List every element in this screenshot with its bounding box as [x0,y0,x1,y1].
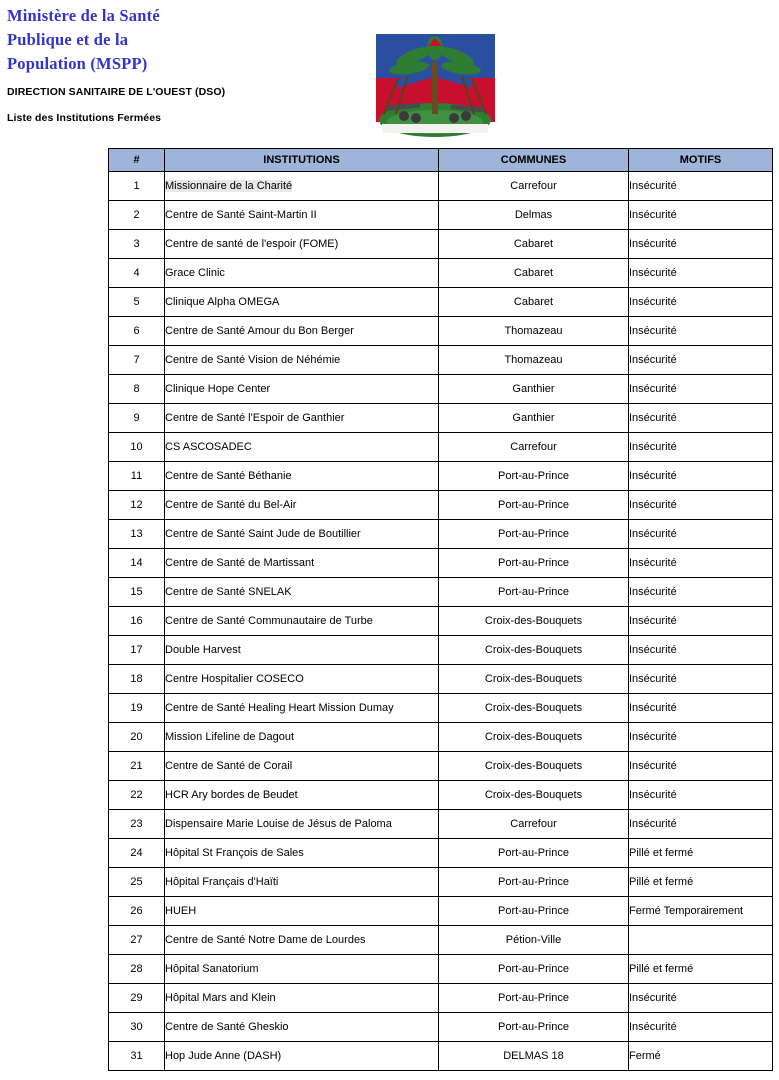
table-row [109,520,773,549]
row-commune: Thomazeau [439,317,629,346]
table-row [109,172,773,201]
table-body [109,172,773,1071]
row-motif: Insécurité [629,462,773,491]
row-institution: Hôpital Mars and Klein [165,984,439,1013]
row-motif: Insécurité [629,230,773,259]
row-commune: Thomazeau [439,346,629,375]
row-institution: Hôpital St François de Sales [165,839,439,868]
table-row [109,288,773,317]
table-row [109,694,773,723]
row-number: 3 [109,230,165,259]
row-institution: Centre de Santé l'Espoir de Ganthier [165,404,439,433]
row-commune: Cabaret [439,288,629,317]
table-row [109,1013,773,1042]
row-motif: Insécurité [629,636,773,665]
row-institution: Centre Hospitalier COSECO [165,665,439,694]
row-institution: Centre de Santé Communautaire de Turbe [165,607,439,636]
row-institution: CS ASCOSADEC [165,433,439,462]
row-commune: Croix-des-Bouquets [439,723,629,752]
row-motif: Fermé [629,1042,773,1071]
row-number: 26 [109,897,165,926]
row-commune: Croix-des-Bouquets [439,781,629,810]
row-institution: HCR Ary bordes de Beudet [165,781,439,810]
row-institution: Centre de Santé de Corail [165,752,439,781]
row-commune: Carrefour [439,433,629,462]
row-number: 28 [109,955,165,984]
column-header-institutions: INSTITUTIONS [165,149,439,172]
table-row [109,723,773,752]
row-number: 8 [109,375,165,404]
column-header-motifs: MOTIFS [629,149,773,172]
row-motif: Insécurité [629,259,773,288]
row-number: 5 [109,288,165,317]
row-commune: Croix-des-Bouquets [439,752,629,781]
row-commune: Port-au-Prince [439,462,629,491]
row-number: 6 [109,317,165,346]
table-row [109,317,773,346]
row-motif: Insécurité [629,984,773,1013]
row-institution: Centre de Santé Saint Jude de Boutillier [165,520,439,549]
row-number: 11 [109,462,165,491]
row-motif: Insécurité [629,781,773,810]
row-number: 16 [109,607,165,636]
row-commune: Croix-des-Bouquets [439,665,629,694]
row-commune: Port-au-Prince [439,578,629,607]
row-institution: Centre de Santé du Bel-Air [165,491,439,520]
table-row [109,230,773,259]
row-motif: Insécurité [629,201,773,230]
row-number: 31 [109,1042,165,1071]
row-motif: Insécurité [629,723,773,752]
row-institution: Hop Jude Anne (DASH) [165,1042,439,1071]
document-header [0,0,779,148]
row-motif: Pillé et fermé [629,839,773,868]
row-number: 25 [109,868,165,897]
row-number: 2 [109,201,165,230]
row-institution: HUEH [165,897,439,926]
row-institution [165,172,439,201]
table-row [109,433,773,462]
row-motif: Pillé et fermé [629,955,773,984]
table-row [109,984,773,1013]
row-number: 15 [109,578,165,607]
row-number: 24 [109,839,165,868]
row-number: 12 [109,491,165,520]
row-institution: Clinique Alpha OMEGA [165,288,439,317]
table-row [109,636,773,665]
table-row [109,259,773,288]
row-number: 18 [109,665,165,694]
row-institution: Centre de Santé Béthanie [165,462,439,491]
table-row [109,578,773,607]
row-institution: Hôpital Français d'Haïti [165,868,439,897]
table-row [109,810,773,839]
row-commune: Pétion-Ville [439,926,629,955]
row-number: 7 [109,346,165,375]
row-institution: Centre de Santé Gheskio [165,1013,439,1042]
table-row [109,346,773,375]
row-number: 14 [109,549,165,578]
row-motif: Insécurité [629,288,773,317]
direction-subtitle: DIRECTION SANITAIRE DE L'OUEST (DSO) [7,85,226,98]
row-number: 17 [109,636,165,665]
row-commune: Carrefour [439,810,629,839]
row-number: 10 [109,433,165,462]
row-commune: Port-au-Prince [439,839,629,868]
ministry-title [4,4,337,76]
table-row [109,201,773,230]
row-motif [629,926,773,955]
row-motif: Insécurité [629,375,773,404]
row-number: 29 [109,984,165,1013]
row-number: 21 [109,752,165,781]
row-number: 27 [109,926,165,955]
row-motif: Insécurité [629,1013,773,1042]
list-title: Liste des Institutions Fermées [7,111,162,124]
row-motif: Insécurité [629,491,773,520]
table-row [109,955,773,984]
table-row [109,926,773,955]
row-motif: Insécurité [629,578,773,607]
row-motif: Insécurité [629,433,773,462]
row-commune: Port-au-Prince [439,520,629,549]
row-motif: Insécurité [629,346,773,375]
ministry-title-line-1: Ministère de la Santé [7,6,160,25]
table-row [109,607,773,636]
row-motif: Pillé et fermé [629,868,773,897]
table-row [109,897,773,926]
row-commune: Ganthier [439,375,629,404]
table-row [109,1042,773,1071]
row-commune: Croix-des-Bouquets [439,607,629,636]
closed-institutions-table [108,148,773,1071]
column-header-communes: COMMUNES [439,149,629,172]
row-number: 20 [109,723,165,752]
row-motif: Insécurité [629,810,773,839]
row-institution: Hôpital Sanatorium [165,955,439,984]
row-commune: Croix-des-Bouquets [439,694,629,723]
row-motif: Insécurité [629,665,773,694]
row-institution-highlight: Missionnaire de la Charité [165,180,293,192]
table-header-row [109,149,773,172]
row-commune: Cabaret [439,230,629,259]
row-motif: Insécurité [629,694,773,723]
row-motif: Insécurité [629,607,773,636]
row-number: 13 [109,520,165,549]
row-number: 1 [109,172,165,201]
row-institution: Dispensaire Marie Louise de Jésus de Paloma [165,810,439,839]
table-row [109,549,773,578]
table-row [109,462,773,491]
row-commune: Carrefour [439,172,629,201]
ministry-title-line-3: Population (MSPP) [7,53,148,73]
row-motif: Insécurité [629,549,773,578]
row-institution: Centre de Santé SNELAK [165,578,439,607]
row-institution: Clinique Hope Center [165,375,439,404]
haiti-coat-of-arms-icon [368,28,503,140]
ministry-title-line-2: Publique et de la [7,29,129,49]
table-row [109,404,773,433]
table-row [109,375,773,404]
row-motif: Insécurité [629,404,773,433]
row-number: 23 [109,810,165,839]
row-institution: Centre de Santé Amour du Bon Berger [165,317,439,346]
row-institution: Centre de Santé Notre Dame de Lourdes [165,926,439,955]
row-institution: Mission Lifeline de Dagout [165,723,439,752]
row-number: 4 [109,259,165,288]
row-commune: Port-au-Prince [439,955,629,984]
row-number: 30 [109,1013,165,1042]
row-motif: Insécurité [629,752,773,781]
row-commune: DELMAS 18 [439,1042,629,1071]
row-commune: Delmas [439,201,629,230]
row-institution: Double Harvest [165,636,439,665]
row-commune: Port-au-Prince [439,984,629,1013]
row-motif: Insécurité [629,172,773,201]
table-row [109,752,773,781]
row-number: 22 [109,781,165,810]
row-institution: Centre de Santé Vision de Néhémie [165,346,439,375]
row-institution: Centre de Santé Saint-Martin II [165,201,439,230]
row-number: 9 [109,404,165,433]
row-commune: Port-au-Prince [439,897,629,926]
row-commune: Cabaret [439,259,629,288]
row-institution: Centre de Santé de Martissant [165,549,439,578]
row-commune: Croix-des-Bouquets [439,636,629,665]
column-header-number: # [109,149,165,172]
row-motif: Fermé Temporairement [629,897,773,926]
row-commune: Port-au-Prince [439,868,629,897]
row-commune: Port-au-Prince [439,1013,629,1042]
row-commune: Port-au-Prince [439,549,629,578]
row-commune: Port-au-Prince [439,491,629,520]
row-motif: Insécurité [629,317,773,346]
row-motif: Insécurité [629,520,773,549]
row-institution: Grace Clinic [165,259,439,288]
table-row [109,491,773,520]
row-number: 19 [109,694,165,723]
table-row [109,868,773,897]
table-row [109,665,773,694]
row-institution: Centre de santé de l'espoir (FOME) [165,230,439,259]
row-commune: Ganthier [439,404,629,433]
table-row [109,839,773,868]
table-row [109,781,773,810]
row-institution: Centre de Santé Healing Heart Mission Dumay [165,694,439,723]
